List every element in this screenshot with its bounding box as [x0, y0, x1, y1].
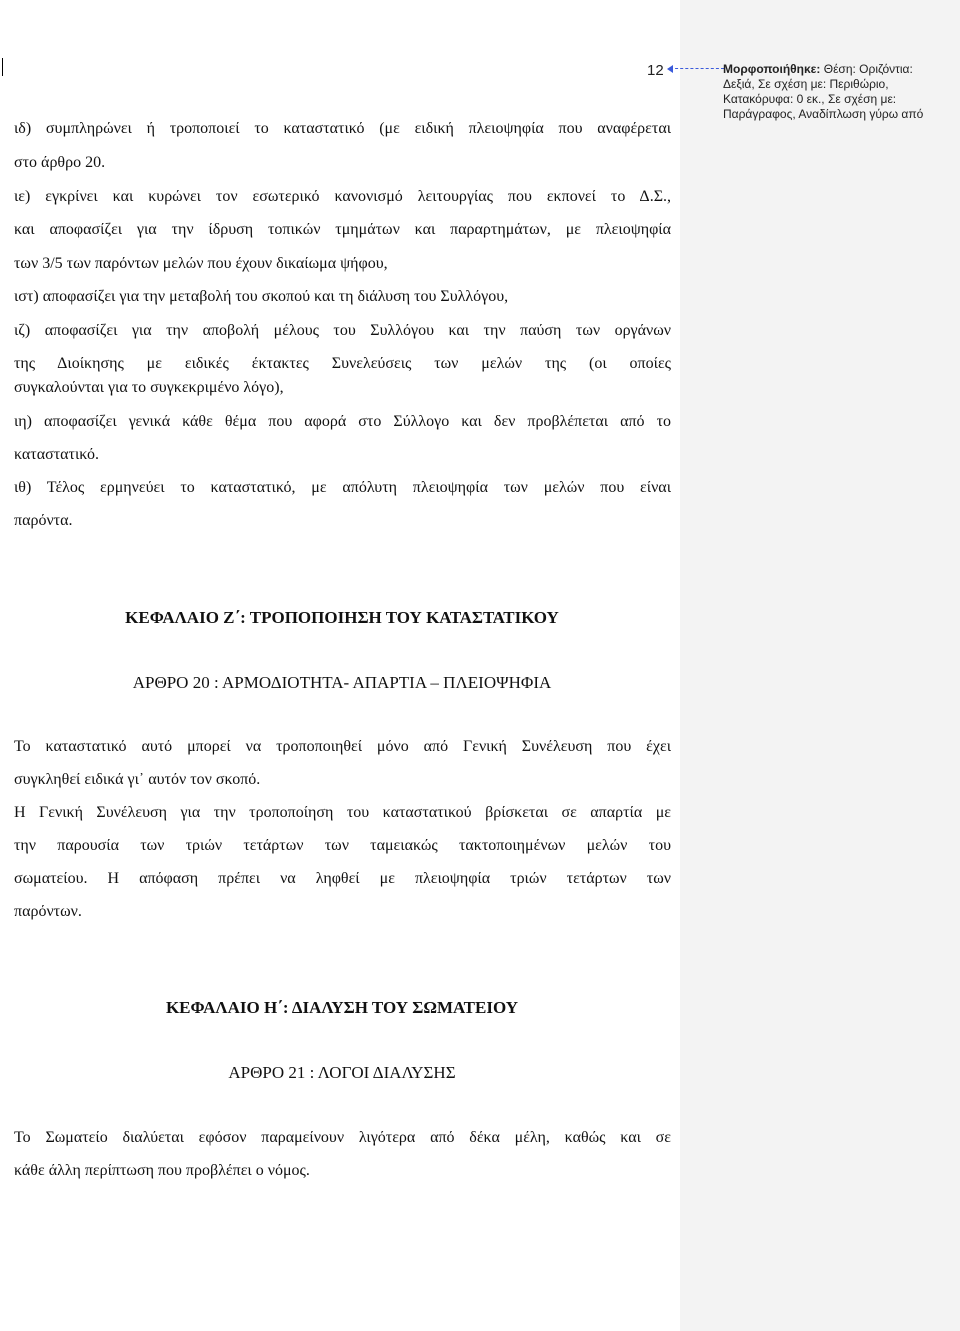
body-line: κάθε άλλη περίπτωση που προβλέπει ο νόμος.: [14, 1162, 310, 1179]
text-cursor: [2, 58, 3, 76]
body-line: ιζ) αποφασίζει για την αποβολή μέλους του Συλλόγου και την παύση των οργάνων: [14, 322, 671, 339]
balloon-text: Κατακόρυφα: 0 εκ., Σε σχέση με:: [723, 92, 897, 106]
body-line: ιδ) συμπληρώνει ή τροποποιεί το καταστατικό (με ειδική πλειοψηφία που αναφέρεται: [14, 120, 671, 137]
body-line: της Διοίκησης με ειδικές έκτακτες Συνελεύσεις των μελών της (οι οποίες: [14, 355, 671, 372]
balloon-text: Παράγραφος, Αναδίπλωση γύρω από: [723, 107, 924, 121]
body-line: σωματείου. Η απόφαση πρέπει να ληφθεί με πλειοψηφία τριών τετάρτων των: [14, 870, 671, 887]
body-line: καταστατικό.: [14, 446, 99, 463]
body-line: ιε) εγκρίνει και κυρώνει τον εσωτερικό κανονισμό λειτουργίας που εκπονεί το Δ.Σ.,: [14, 188, 671, 205]
comment-connector: [670, 68, 724, 70]
body-line: Το καταστατικό αυτό μπορεί να τροποποιηθεί μόνο από Γενική Συνέλευση που έχει: [14, 738, 671, 755]
body-line: και αποφασίζει για την ίδρυση τοπικών τμημάτων και παραρτημάτων, με πλειοψηφία: [14, 221, 671, 238]
article-20-title: ΑΡΘΡΟ 20 : ΑΡΜΟΔΙΟΤΗΤΑ- ΑΠΑΡΤΙΑ – ΠΛΕΙΟΨΗΦΙΑ: [132, 673, 552, 692]
body-line: Η Γενική Συνέλευση για την τροποποίηση του καταστατικού βρίσκεται σε απαρτία με: [14, 804, 671, 821]
balloon-label: Μορφοποιήθηκε:: [723, 62, 821, 76]
body-line: των 3/5 των παρόντων μελών που έχουν δικαίωμα ψήφου,: [14, 255, 388, 272]
body-line: στο άρθρο 20.: [14, 154, 106, 171]
body-line: ιστ) αποφασίζει για την μεταβολή του σκοπού και τη διάλυση του Συλλόγου,: [14, 288, 509, 305]
body-line: συγκληθεί ειδικά γι᾽ αυτόν τον σκοπό.: [14, 771, 261, 788]
markup-area: [680, 0, 960, 1331]
body-line: συγκαλούνται για το συγκεκριμένο λόγο),: [14, 379, 284, 396]
formatting-balloon[interactable]: [723, 62, 948, 122]
article-21-title: ΑΡΘΡΟ 21 : ΛΟΓΟΙ ΔΙΑΛΥΣΗΣ: [228, 1063, 456, 1082]
chapter-h-title: ΚΕΦΑΛΑΙΟ Η΄: ΔΙΑΛΥΣΗ ΤΟΥ ΣΩΜΑΤΕΙΟΥ: [165, 998, 519, 1017]
body-line: Το Σωματείο διαλύεται εφόσον παραμείνουν λιγότερα από δέκα μέλη, καθώς και σε: [14, 1129, 671, 1146]
balloon-text: Θέση: Οριζόντια:: [823, 62, 913, 76]
body-line: παρόντα.: [14, 512, 73, 529]
body-line: την παρουσία των τριών τετάρτων των ταμειακώς τακτοποιημένων μελών του: [14, 837, 671, 854]
body-line: ιη) αποφασίζει γενικά κάθε θέμα που αφορά στο Σύλλογο και δεν προβλέπεται από το: [14, 413, 671, 430]
chapter-z-title: ΚΕΦΑΛΑΙΟ Ζ΄: ΤΡΟΠΟΠΟΙΗΣΗ ΤΟΥ ΚΑΤΑΣΤΑΤΙΚΟΥ: [125, 608, 559, 627]
connector-arrow-icon: [667, 65, 673, 73]
page-number: 12: [647, 62, 664, 79]
body-line: παρόντων.: [14, 903, 82, 920]
balloon-text: Δεξιά, Σε σχέση με: Περιθώριο,: [723, 77, 889, 91]
body-line: ιθ) Τέλος ερμηνεύει το καταστατικό, με απόλυτη πλειοψηφία των μελών που είναι: [14, 479, 671, 496]
